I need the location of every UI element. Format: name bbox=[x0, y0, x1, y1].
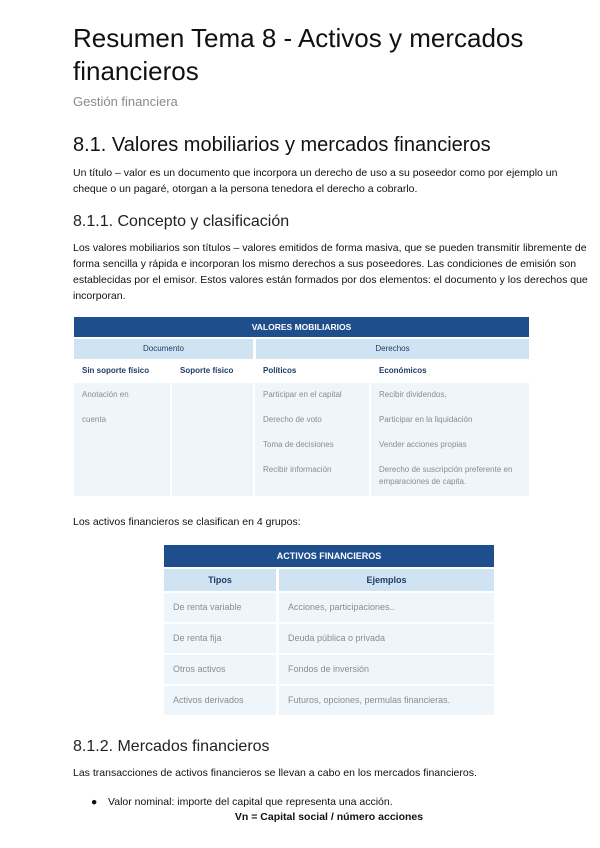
cell-tipo: Otros activos bbox=[164, 655, 276, 684]
bullet-item bbox=[91, 796, 393, 808]
intro-paragraph: Un título – valor es un documento que incorpora un derecho de uso a su poseedor como por ejemplo un cheque o un pagaré, otorgan a la persona tenedora el derecho a cobrarlo. bbox=[73, 167, 558, 195]
col-politicos: Políticos bbox=[263, 366, 297, 375]
cell-tipo: Activos derivados bbox=[164, 686, 276, 715]
document-title: Resumen Tema 8 - Activos y mercados financieros bbox=[73, 23, 524, 86]
cell-sin-soporte bbox=[74, 383, 170, 496]
group-documento: Documento bbox=[74, 339, 253, 359]
table-row bbox=[164, 593, 494, 622]
col-soporte: Soporte físico bbox=[180, 366, 234, 375]
list-item: Participar en el capital bbox=[263, 390, 342, 399]
valores-mobiliarios-table bbox=[74, 317, 529, 496]
cell-ejemplo: Fondos de inversión bbox=[279, 655, 494, 684]
col-tipos: Tipos bbox=[164, 569, 276, 591]
mercados-paragraph: Las transacciones de activos financieros se llevan a cabo en los mercados financieros. bbox=[73, 767, 477, 779]
document-subtitle: Gestión financiera bbox=[73, 94, 178, 109]
list-item: Toma de decisiones bbox=[263, 440, 334, 449]
table-row bbox=[164, 655, 494, 684]
activos-table-title: ACTIVOS FINANCIEROS bbox=[164, 545, 494, 567]
list-item: Participar en la liquidación bbox=[379, 415, 473, 424]
col-ejemplos: Ejemplos bbox=[279, 569, 494, 591]
section-heading-8-1-2: 8.1.2. Mercados financieros bbox=[73, 738, 270, 755]
list-item: Recibir información bbox=[263, 465, 332, 474]
list-item: cuenta bbox=[82, 415, 107, 424]
list-item: Derecho de voto bbox=[263, 415, 322, 424]
section-heading-8-1-1: 8.1.1. Concepto y clasificación bbox=[73, 213, 290, 230]
formula-text: Vn = Capital social / número acciones bbox=[234, 811, 424, 823]
bullet-dot-icon: ● bbox=[91, 796, 98, 808]
col-economicos: Económicos bbox=[379, 366, 427, 375]
list-item: Recibir dividendos, bbox=[379, 390, 447, 399]
cell-ejemplo: Futuros, opciones, permulas financieras. bbox=[279, 686, 494, 715]
cell-tipo: De renta variable bbox=[164, 593, 276, 622]
valores-table-title: VALORES MOBILIARIOS bbox=[74, 317, 529, 337]
cell-politicos bbox=[255, 383, 369, 496]
concept-paragraph: Los valores mobiliarios son títulos – valores emitidos de forma masiva, que se pueden transmitir libremente de forma sencilla y rápida e incorporan los mismo derechos a sus poseedores. Las condiciones de emisión son establecidas por el emisor. Estos valores están formados por dos elementos: el documento y los derechos que incorporan. bbox=[73, 242, 588, 302]
cell-tipo: De renta fija bbox=[164, 624, 276, 653]
table-row bbox=[164, 686, 494, 715]
cell-economicos bbox=[371, 383, 529, 496]
list-item: Anotación en bbox=[82, 390, 129, 399]
cell-soporte bbox=[172, 383, 253, 496]
activos-intro: Los activos financieros se clasifican en 4 grupos: bbox=[73, 516, 301, 528]
col-sin-soporte: Sin soporte físico bbox=[82, 366, 150, 375]
table-row bbox=[164, 624, 494, 653]
list-item: Derecho de suscripción preferente en emparaciones de capita. bbox=[379, 465, 513, 486]
group-derechos: Derechos bbox=[256, 339, 529, 359]
activos-financieros-table bbox=[164, 545, 494, 715]
section-heading-8-1: 8.1. Valores mobiliarios y mercados financieros bbox=[73, 134, 491, 156]
formula bbox=[0, 811, 600, 823]
cell-ejemplo: Deuda pública o privada bbox=[279, 624, 494, 653]
cell-ejemplo: Acciones, participaciones.. bbox=[279, 593, 494, 622]
bullet-text: Valor nominal: importe del capital que representa una acción. bbox=[108, 796, 393, 808]
list-item: Vender acciones propias bbox=[379, 440, 467, 449]
